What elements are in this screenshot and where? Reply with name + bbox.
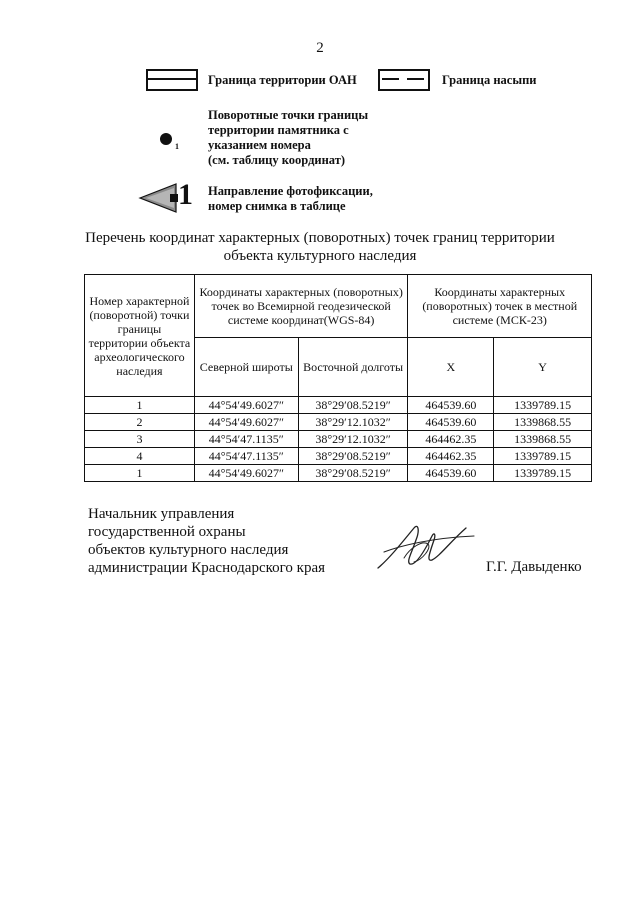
photo-direction-arrow-icon [138,181,182,215]
col-local-header: Координаты характерных (поворотных) точек в местной системе (МСК-23) [408,275,592,338]
col-wgs-header: Координаты характерных (поворотных) точек во Всемирной геодезической системе координат(WGS-84) [194,275,408,338]
x-cell: 464539.60 [408,414,494,431]
north-cell: 44°54′47.1135″ [194,431,298,448]
table-heading-line: объекта культурного наследия [223,248,417,264]
turning-point-label-line: указанием номера [208,138,311,152]
east-cell: 38°29′12.1032″ [298,414,408,431]
signer-position-line: объектов культурного наследия [88,542,289,558]
signer-position-line: государственной охраны [88,524,246,540]
sub-header-north: Северной широты [194,338,298,397]
north-cell: 44°54′49.6027″ [194,414,298,431]
table-row [85,397,592,414]
table-row [85,448,592,465]
east-cell: 38°29′12.1032″ [298,431,408,448]
turning-point-label-line: Поворотные точки границы [208,108,369,122]
point-number-cell: 4 [85,448,195,465]
table-heading-line: Перечень координат характерных (поворотных) точек границ территории [85,230,555,246]
east-cell: 38°29′08.5219″ [298,448,408,465]
table-heading [0,229,640,265]
page-number: 2 [316,40,324,56]
point-number-cell: 2 [85,414,195,431]
x-cell: 464539.60 [408,465,494,482]
sub-header-east: Восточной долготы [298,338,408,397]
y-cell: 1339868.55 [494,414,592,431]
point-number-cell: 3 [85,431,195,448]
boundary-legend-symbol [146,69,198,91]
photo-label-line: номер снимка в таблице [208,199,346,213]
table-row [85,465,592,482]
north-cell: 44°54′49.6027″ [194,465,298,482]
photo-number: 1 [178,178,193,211]
photo-legend-label [208,184,373,214]
table-row [85,431,592,448]
turning-point-legend-label [208,108,368,168]
signer-name: Г.Г. Давыденко [486,559,582,575]
turning-point-dot-icon [160,133,172,145]
north-cell: 44°54′47.1135″ [194,448,298,465]
signer-position [88,505,325,577]
signer-position-line: Начальник управления [88,506,235,522]
coordinates-table [84,274,592,482]
col-number-header: Номер характерной (поворотной) точки границы территории объекта археологического наследия [85,275,195,397]
east-cell: 38°29′08.5219″ [298,465,408,482]
y-cell: 1339789.15 [494,448,592,465]
x-cell: 464462.35 [408,448,494,465]
embankment-legend-label: Граница насыпи [442,73,537,87]
x-cell: 464462.35 [408,431,494,448]
sub-header-y: Y [494,338,592,397]
table-row [85,414,592,431]
turning-point-label-line: (см. таблицу координат) [208,153,346,167]
y-cell: 1339789.15 [494,397,592,414]
handwritten-signature [370,518,480,574]
signer-position-line: администрации Краснодарского края [88,560,326,576]
sub-header-x: X [408,338,494,397]
east-cell: 38°29′08.5219″ [298,397,408,414]
y-cell: 1339789.15 [494,465,592,482]
photo-label-line: Направление фотофиксации, [208,184,373,198]
point-number-cell: 1 [85,397,195,414]
turning-point-number: 1 [175,142,179,151]
north-cell: 44°54′49.6027″ [194,397,298,414]
x-cell: 464539.60 [408,397,494,414]
point-number-cell: 1 [85,465,195,482]
turning-point-label-line: территории памятника с [208,123,349,137]
boundary-legend-label: Граница территории ОАН [208,73,357,87]
y-cell: 1339868.55 [494,431,592,448]
embankment-legend-symbol [378,69,430,91]
